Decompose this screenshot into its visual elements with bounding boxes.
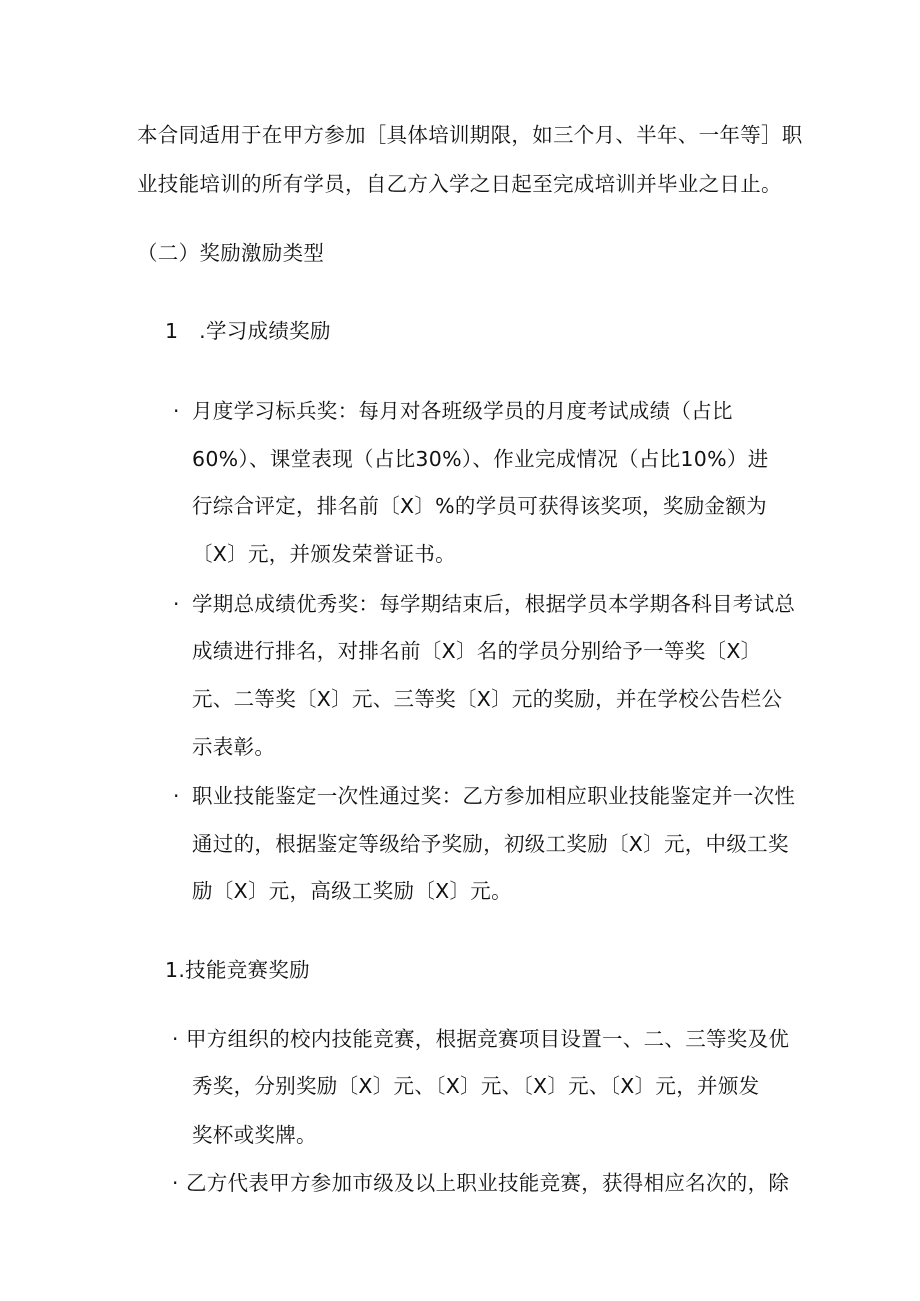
- sub1-item-3-line-2: 通过的，根据鉴定等级给予奖励，初级工奖励〔X〕元，中级工奖: [192, 832, 789, 856]
- sub1-item-2-line-3: 元、二等奖〔X〕元、三等奖〔X〕元的奖励，并在学校公告栏公: [192, 687, 783, 711]
- bullet-marker: ·: [172, 1171, 179, 1195]
- intro-line-2: 业技能培训的所有学员，自乙方入学之日起至完成培训并毕业之日止。: [137, 172, 782, 196]
- sub1-heading: 1 .学习成绩奖励: [165, 319, 331, 343]
- sub2-item-1-line-3: 奖杯或奖牌。: [192, 1123, 317, 1147]
- sub1-item-3-line-1: 职业技能鉴定一次性通过奖：乙方参加相应职业技能鉴定并一次性: [192, 784, 796, 808]
- sub1-item-2-line-4: 示表彰。: [192, 735, 276, 759]
- bullet-marker: ·: [173, 784, 180, 808]
- bullet-marker: ·: [172, 1027, 179, 1051]
- sub1-item-1-line-3: 行综合评定，排名前〔X〕%的学员可获得该奖项，奖励金额为: [192, 494, 767, 518]
- section-heading: （二）奖励激励类型: [137, 241, 325, 265]
- sub1-item-2-line-1: 学期总成绩优秀奖：每学期结束后，根据学员本学期各科目考试总: [192, 592, 796, 616]
- sub1-item-1-line-1: 月度学习标兵奖：每月对各班级学员的月度考试成绩（占比: [192, 399, 733, 423]
- bullet-marker: ·: [173, 399, 180, 423]
- sub2-item-2-line-1: 乙方代表甲方参加市级及以上职业技能竞赛，获得相应名次的，除: [186, 1171, 790, 1195]
- sub1-item-1-line-2: 60%）、课堂表现（占比30%）、作业完成情况（占比10%）进: [192, 447, 769, 471]
- sub1-item-2-line-2: 成绩进行排名，对排名前〔X〕名的学员分别给予一等奖〔X〕: [192, 639, 762, 663]
- sub1-item-3-line-3: 励〔X〕元，高级工奖励〔X〕元。: [192, 879, 512, 903]
- bullet-marker: ·: [173, 592, 180, 616]
- sub1-item-1-line-4: 〔X〕元，并颁发荣誉证书。: [192, 542, 456, 566]
- sub2-item-1-line-1: 甲方组织的校内技能竞赛，根据竞赛项目设置一、二、三等奖及优: [186, 1027, 790, 1051]
- intro-line-1: 本合同适用于在甲方参加［具体培训期限，如三个月、半年、一年等］职: [137, 123, 803, 147]
- sub2-item-1-line-2: 秀奖，分别奖励〔X〕元、〔X〕元、〔X〕元、〔X〕元，并颁发: [192, 1074, 760, 1098]
- sub2-heading: 1.技能竞赛奖励: [165, 958, 310, 982]
